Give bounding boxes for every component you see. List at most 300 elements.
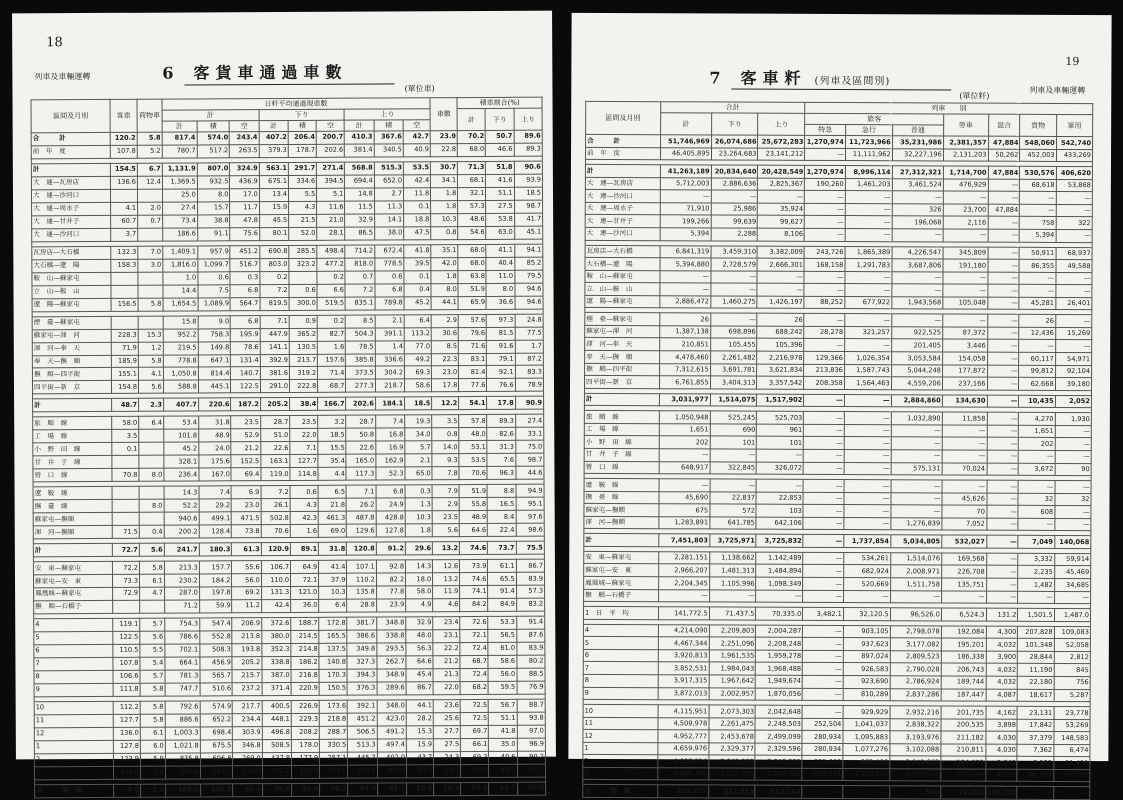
table-cell: — — [710, 449, 757, 462]
table-cell: — — [892, 229, 943, 242]
table-cell: 63.0 — [486, 226, 514, 239]
table-cell: 2.0 — [138, 202, 163, 215]
table-cell: 6.1 — [140, 727, 165, 740]
table-cell: 2,004,287 — [756, 625, 803, 638]
table-cell: 15.9 — [406, 738, 433, 751]
table-cell: 70.6 — [261, 525, 290, 538]
table-cell: 2.9 — [431, 314, 458, 327]
table-cell: 56.0 — [232, 574, 261, 587]
table-cell: — — [805, 148, 846, 161]
table-cell: 70,335.0 — [756, 607, 803, 620]
table-cell: — — [757, 283, 804, 296]
lh-r-total: 計 — [457, 108, 485, 130]
table-cell: 754.3 — [165, 618, 200, 631]
table-cell: — — [987, 463, 1019, 476]
table-cell: 90.9 — [515, 397, 543, 410]
table-cell: 58.6 — [405, 379, 432, 392]
lh-sub-loaded: 積 — [374, 120, 403, 131]
table-cell: 51,430 — [1053, 757, 1089, 770]
table-cell: 3,332 — [1018, 553, 1054, 566]
table-cell: 203.2 — [320, 765, 348, 778]
table-cell: 64.6 — [460, 524, 488, 537]
row-label: 計 — [584, 534, 659, 547]
table-cell: 24.9 — [376, 498, 405, 511]
table-cell: 54,971 — [1055, 352, 1091, 365]
table-cell: 4,088,014 — [657, 755, 708, 768]
row-label: 撫 順—石橋子 — [584, 589, 659, 602]
table-cell: — — [803, 577, 844, 590]
table-cell: 1,968,488 — [756, 663, 803, 676]
table-cell: 42.7 — [403, 131, 430, 144]
table-cell: 778.5 — [375, 258, 404, 271]
table-cell — [112, 499, 139, 512]
table-cell: 69.3 — [461, 751, 489, 764]
table-cell: 24.8 — [515, 314, 543, 327]
row-label: 計 — [33, 543, 112, 556]
table-cell: 932.5 — [197, 176, 230, 189]
table-cell: 5,712,003 — [660, 177, 711, 190]
table-cell: 1,482 — [1018, 578, 1054, 591]
table-cell: 99,639 — [711, 215, 758, 228]
table-cell: — — [891, 505, 942, 518]
table-cell: — — [987, 425, 1019, 438]
lh-baggage: 荷物車 — [137, 99, 162, 132]
table-cell: 53.4 — [163, 416, 198, 429]
table-cell: 219.5 — [163, 341, 198, 354]
table-cell: 5,394 — [660, 228, 711, 241]
table-cell: 3.5 — [432, 415, 459, 428]
table-cell: — — [805, 191, 846, 204]
table-cell: 1,095,883 — [843, 731, 890, 744]
table-cell: 87.2 — [515, 353, 543, 366]
table-cell: 572 — [710, 504, 757, 517]
table-cell: 0.8 — [431, 226, 458, 239]
table-cell: — — [987, 327, 1019, 340]
table-cell: 6,841,319 — [660, 245, 711, 258]
table-cell: 84.2 — [460, 598, 488, 611]
table-cell: 2,073,303 — [709, 705, 756, 718]
table-cell: — — [711, 190, 758, 203]
table-cell: 568.8 — [345, 162, 374, 175]
table-cell: — — [943, 191, 988, 204]
table-cell: — — [844, 424, 891, 437]
table-cell: 1,283,891 — [658, 516, 709, 529]
table-cell: 222.8 — [290, 380, 318, 393]
rh-up: 上り — [758, 113, 805, 135]
rh-train-label: 列車 — [931, 104, 946, 113]
row-label: 煙 臺—蘇家屯 — [585, 313, 660, 326]
row-label: 奉 天—撫 順 — [585, 350, 660, 363]
row-label: 蘇家屯—撫順 — [33, 513, 112, 526]
table-cell: 53.8 — [486, 213, 514, 226]
table-cell: 406,620 — [1056, 167, 1092, 180]
table-cell: 445.1 — [198, 380, 231, 393]
table-cell: 0.8 — [432, 428, 459, 441]
table-cell: 31.3 — [487, 441, 515, 454]
table-cell: 5.6 — [141, 766, 166, 779]
table-cell: 349.8 — [347, 643, 376, 656]
table-cell: — — [804, 314, 845, 327]
table-cell: 169,568 — [942, 553, 987, 566]
table-cell: 32.9 — [345, 214, 374, 227]
table-cell: 63.8 — [458, 270, 486, 283]
table-cell: 532,027 — [942, 535, 987, 548]
row-label: 8 — [34, 670, 113, 683]
table-cell: — — [1019, 272, 1055, 285]
table-cell: 2,208,248 — [756, 637, 803, 650]
table-cell: — — [845, 271, 892, 284]
table-cell: 5,044,248 — [891, 364, 942, 377]
table-cell: 1,481,313 — [709, 564, 756, 577]
table-cell: 98.7 — [514, 200, 542, 213]
table-cell: — — [987, 352, 1019, 365]
table-cell: 324.9 — [230, 163, 259, 176]
lh-sub-total: 計 — [345, 120, 374, 131]
table-cell: — — [803, 535, 844, 548]
table-cell: — — [1018, 591, 1054, 604]
table-cell: 218.8 — [320, 713, 348, 726]
table-cell: — — [757, 449, 804, 462]
table-cell: 6.6 — [317, 284, 345, 297]
table-cell: 57.6 — [458, 314, 486, 327]
table-cell: 2,261,475 — [709, 718, 756, 731]
table-cell: 2,448,381 — [755, 768, 802, 781]
table-cell: 10.3 — [405, 511, 432, 524]
table-cell: 13.4 — [259, 188, 288, 201]
table-cell: 48.0 — [406, 630, 433, 643]
row-label: 2 — [583, 755, 658, 768]
row-label: 遼 陽—蘇家屯 — [585, 295, 660, 308]
table-cell: 7.9 — [432, 485, 459, 498]
table-cell: 786.6 — [165, 631, 200, 644]
row-label: 合 計 — [31, 132, 110, 145]
table-cell: 112,164 — [755, 786, 802, 799]
table-cell: 5.8 — [138, 355, 163, 368]
table-cell: — — [658, 589, 709, 602]
table-cell: 81.5 — [487, 327, 515, 340]
table-cell: — — [659, 283, 710, 296]
table-cell: 70.8 — [112, 469, 139, 482]
table-cell — [289, 271, 317, 284]
table-cell: 3,672 — [1019, 463, 1055, 476]
table-cell: 12.2 — [432, 397, 459, 410]
table-cell: 45,626 — [942, 493, 987, 506]
table-cell: 3,193,976 — [890, 731, 941, 744]
table-cell: 21.8 — [318, 498, 346, 511]
table-cell: — — [941, 591, 986, 604]
table-cell: — — [942, 425, 987, 438]
table-cell: 107.8 — [110, 145, 137, 158]
table-cell: 202 — [659, 436, 710, 449]
table-cell: 4,509,978 — [658, 717, 709, 730]
table-cell: 70.6 — [459, 467, 487, 480]
table-cell: — — [987, 297, 1019, 310]
table-cell: 35.1 — [431, 244, 458, 257]
table-cell: 675.5 — [200, 739, 233, 752]
table-cell: 112.2 — [113, 701, 140, 714]
table-cell: 38.4 — [290, 398, 318, 411]
table-cell: 86.7 — [406, 682, 433, 695]
table-cell: 3,621,834 — [757, 364, 804, 377]
table-cell: 1,270,974 — [805, 165, 846, 178]
table-cell: 3,640 — [985, 756, 1017, 769]
table-cell: 2.0 — [141, 784, 166, 797]
table-cell: 47,884 — [988, 204, 1020, 217]
table-cell: — — [986, 535, 1018, 548]
table-cell: 22.4 — [488, 523, 516, 536]
table-cell: 4,478,460 — [659, 351, 710, 364]
table-cell: 1.6 — [290, 524, 318, 537]
table-cell: — — [892, 284, 943, 297]
table-cell: 519.5 — [317, 297, 345, 310]
table-cell: — — [804, 424, 845, 437]
table-cell: 45.5 — [259, 214, 288, 227]
table-cell: 835.1 — [346, 297, 375, 310]
table-cell: — — [986, 566, 1018, 579]
table-cell: 217.7 — [233, 700, 262, 713]
table-cell: 38.0 — [374, 227, 403, 240]
rh-freight: 貨物 — [1020, 114, 1056, 136]
row-label: 大 連—甘井子 — [585, 215, 660, 228]
table-cell: — — [943, 284, 988, 297]
table-cell — [111, 316, 138, 329]
table-cell: 2.3 — [139, 399, 164, 412]
table-cell: 51.9 — [458, 283, 486, 296]
table-cell: 69.0 — [319, 524, 347, 537]
table-cell: 520,669 — [843, 578, 890, 591]
table-cell: 101.8 — [164, 429, 199, 442]
table-cell: 43.7 — [407, 751, 434, 764]
table-cell: 11.7 — [230, 201, 259, 214]
table-cell: 6.9 — [232, 486, 261, 499]
table-cell: 300.0 — [289, 297, 317, 310]
rh-section: 區間及月別 — [586, 101, 661, 134]
table-cell: — — [986, 493, 1018, 506]
table-cell: 83.1 — [459, 353, 487, 366]
row-label: 合 計 — [586, 134, 661, 147]
table-cell: 55.8 — [459, 498, 487, 511]
table-cell: 5.4 — [140, 657, 165, 670]
row-label: 大 連—瓦房店 — [31, 176, 110, 189]
table-cell: — — [988, 191, 1020, 204]
table-cell: 0.3 — [405, 485, 432, 498]
table-cell: 606.8 — [200, 752, 233, 765]
table-cell: 886.6 — [165, 714, 200, 727]
table-cell: 50.8 — [346, 428, 375, 441]
table-cell: 3,234,474 — [889, 769, 940, 782]
table-cell: 778.8 — [163, 354, 198, 367]
table-cell: 137.5 — [319, 643, 347, 656]
table-cell: 647.1 — [198, 354, 231, 367]
table-cell: 2,381,357 — [943, 136, 988, 149]
table-cell: 380.0 — [262, 630, 291, 643]
table-cell: 16.9 — [376, 441, 405, 454]
left-page-number: 18 — [46, 35, 63, 51]
table-cell: 140.7 — [231, 367, 260, 380]
table-cell: 83.3 — [515, 366, 543, 379]
table-cell: 208.2 — [291, 726, 319, 739]
lh-r-up: 上り — [514, 108, 542, 130]
table-cell: 2,251,096 — [709, 637, 756, 650]
table-cell: 2,666,301 — [757, 258, 804, 271]
table-cell: 714.2 — [345, 245, 374, 258]
table-cell: 780.7 — [162, 145, 197, 158]
table-cell: 36.6 — [487, 296, 515, 309]
table-cell: 6.8 — [230, 284, 259, 297]
table-cell: 3,852,531 — [658, 662, 709, 675]
table-cell: 401.2 — [262, 765, 291, 778]
table-cell: 23.0 — [432, 366, 459, 379]
table-cell: — — [987, 365, 1019, 378]
table-cell: 205.2 — [232, 656, 261, 669]
table-cell: 7.1 — [347, 485, 376, 498]
left-page — [12, 11, 556, 795]
table-cell: 477.2 — [317, 258, 345, 271]
table-cell: 800.4 — [165, 766, 200, 779]
table-cell: 1,098,349 — [756, 577, 803, 590]
row-label: 4 — [583, 624, 658, 637]
table-cell: 53,868 — [1056, 179, 1092, 192]
table-cell: 73.4 — [162, 215, 197, 228]
row-label: 10 — [34, 701, 113, 714]
table-cell: 2,116 — [943, 216, 988, 229]
table-cell — [139, 455, 164, 468]
table-cell: 4,162 — [986, 706, 1018, 719]
row-label: 撫 順—石橋子 — [34, 600, 113, 613]
table-cell: 107.1 — [347, 560, 376, 573]
table-cell: 845 — [1054, 664, 1090, 677]
table-cell: 7.8 — [432, 467, 459, 480]
table-cell: 5.8 — [140, 683, 165, 696]
table-cell: 5.6 — [140, 631, 165, 644]
table-cell: 28.1 — [317, 227, 345, 240]
row-label: 旅 順 線 — [584, 411, 659, 424]
table-cell: 192,084 — [941, 626, 986, 639]
table-cell: — — [803, 675, 844, 688]
table-cell: 186.6 — [163, 228, 198, 241]
row-label: 鞍 山—蘇家屯 — [585, 270, 660, 283]
row-label: 11 — [583, 717, 658, 730]
table-cell: 71.9 — [111, 342, 138, 355]
row-label: 7 — [34, 657, 113, 670]
table-cell: — — [844, 492, 891, 505]
table-cell: 534,261 — [844, 552, 891, 565]
table-cell: 252,504 — [802, 718, 843, 731]
table-cell: 69.4 — [231, 468, 260, 481]
table-cell: 21.2 — [231, 442, 260, 455]
table-cell: — — [986, 578, 1018, 591]
table-cell: 22.2 — [433, 642, 460, 655]
row-label: 蘇家屯—渾 河 — [32, 329, 111, 342]
table-cell: — — [1018, 480, 1054, 493]
table-cell: 386.6 — [347, 630, 376, 643]
table-cell: 207,828 — [1018, 626, 1054, 639]
table-cell: 15,269 — [1055, 327, 1091, 340]
table-cell: 1,514,076 — [890, 553, 941, 566]
table-cell: 400.5 — [262, 700, 291, 713]
left-table-body — [31, 130, 545, 797]
table-cell: 23.6 — [433, 699, 460, 712]
table-cell: 381.4 — [345, 144, 374, 157]
table-cell: — — [803, 492, 844, 505]
table-cell: 7.2 — [345, 284, 374, 297]
table-cell: 7.1 — [290, 442, 318, 455]
table-cell: 0.9 — [289, 315, 317, 328]
table-cell: 542,740 — [1056, 136, 1092, 149]
table-cell: 75.6 — [230, 227, 259, 240]
table-cell: 178.0 — [291, 739, 319, 752]
lh-ratio: 積車割合(%) — [457, 97, 542, 108]
row-label: 蘇家屯—渾 河 — [585, 325, 660, 338]
table-cell: — — [1020, 204, 1056, 217]
table-cell: 862,408 — [843, 756, 890, 769]
table-cell: 96.3 — [487, 467, 515, 480]
table-cell: 31.8 — [319, 542, 347, 555]
table-cell: 11,190 — [1018, 664, 1054, 677]
table-cell: 86.7 — [516, 559, 544, 572]
table-cell: 641,785 — [710, 517, 757, 530]
table-cell: 46.6 — [486, 143, 514, 156]
table-cell: 41.7 — [514, 213, 542, 226]
table-cell: 926,583 — [843, 663, 890, 676]
table-cell: 6.7 — [137, 163, 162, 176]
table-cell: 56.0 — [488, 668, 516, 681]
lh-r-down: 下り — [486, 108, 514, 130]
table-cell: 44.1 — [431, 296, 458, 309]
table-cell: 5.8 — [140, 714, 165, 727]
table-cell: 200.2 — [164, 525, 199, 538]
table-cell: 7.2 — [261, 486, 290, 499]
table-cell: 385.8 — [346, 354, 375, 367]
table-cell: — — [892, 271, 943, 284]
table-cell: 110.0 — [261, 573, 290, 586]
table-cell: 106.6 — [113, 670, 140, 683]
table-cell: — — [804, 394, 845, 407]
table-cell: 929,929 — [843, 706, 890, 719]
table-cell: 2,886,636 — [711, 178, 758, 191]
table-cell: 72.6 — [460, 616, 488, 629]
table-cell: 575,131 — [891, 462, 942, 475]
table-cell: 87.6 — [516, 629, 544, 642]
left-title-underline — [184, 83, 394, 85]
table-cell: 451.2 — [230, 245, 259, 258]
table-cell: — — [845, 284, 892, 297]
table-cell: 263.5 — [230, 145, 259, 158]
table-cell: 14.8 — [345, 188, 374, 201]
table-cell: 28.8 — [347, 599, 376, 612]
table-cell: 177.9 — [292, 752, 320, 765]
table-cell: 1,460,275 — [710, 296, 757, 309]
table-cell: 141,772.5 — [658, 607, 709, 620]
table-cell: 3,725,832 — [756, 534, 803, 547]
table-cell: 50,911 — [1019, 247, 1055, 260]
table-cell: 4,214,090 — [658, 624, 709, 637]
table-cell: 44.6 — [516, 466, 544, 479]
table-cell: 243.4 — [230, 132, 259, 145]
table-cell: 79.6 — [458, 327, 486, 340]
table-cell: 269.0 — [233, 752, 262, 765]
table-cell: 186.2 — [291, 656, 319, 669]
rh-kind-label: 別 — [959, 104, 967, 113]
table-cell: — — [659, 449, 710, 462]
table-cell: 452,003 — [1020, 149, 1056, 162]
table-cell: 158.3 — [111, 259, 138, 272]
table-cell: 11.8 — [404, 188, 431, 201]
row-label: 安 東—蘇家屯 — [33, 561, 112, 574]
table-cell: — — [1019, 450, 1055, 463]
table-cell: 202.6 — [317, 144, 345, 157]
row-label: 12 — [583, 730, 658, 743]
